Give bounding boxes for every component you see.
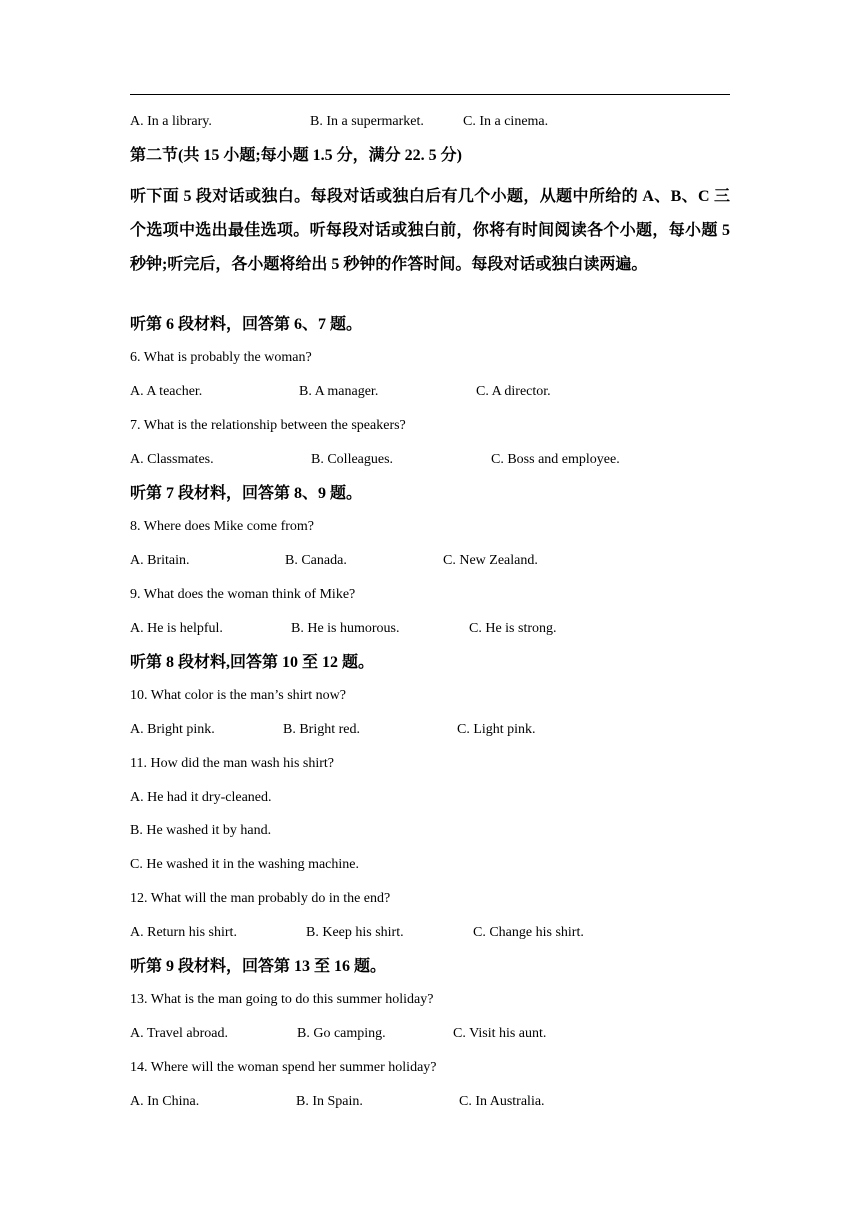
option-c: C. Change his shirt. bbox=[473, 925, 584, 940]
option-b: B. Bright red. bbox=[283, 722, 360, 737]
option-a: A. Britain. bbox=[130, 553, 190, 568]
question-14: 14. Where will the woman spend her summer holiday? bbox=[130, 1060, 437, 1075]
section-title: 第二节(共 15 小题;每小题 1.5 分，满分 22. 5 分) bbox=[130, 147, 462, 164]
option-c: C. In a cinema. bbox=[463, 114, 549, 129]
option-c: C. In Australia. bbox=[459, 1094, 545, 1109]
option-a: A. A teacher. bbox=[130, 384, 203, 399]
option-c: C. Light pink. bbox=[457, 722, 536, 737]
option-a: A. Travel abroad. bbox=[130, 1026, 228, 1041]
option-b: B. Go camping. bbox=[297, 1026, 386, 1041]
question-12: 12. What will the man probably do in the end? bbox=[130, 891, 391, 906]
option-b: B. In Spain. bbox=[296, 1094, 363, 1109]
question-9: 9. What does the woman think of Mike? bbox=[130, 587, 356, 602]
question-8: 8. Where does Mike come from? bbox=[130, 519, 315, 534]
option-b: B. Keep his shirt. bbox=[306, 925, 404, 940]
header-rule bbox=[130, 94, 730, 95]
question-13: 13. What is the man going to do this summer holiday? bbox=[130, 992, 434, 1007]
option-a: A. In a library. bbox=[130, 114, 212, 129]
option-c: C. New Zealand. bbox=[443, 553, 538, 568]
material-header-6: 听第 6 段材料，回答第 6、7 题。 bbox=[130, 316, 363, 333]
option-c: C. He washed it in the washing machine. bbox=[130, 857, 360, 872]
material-header-7: 听第 7 段材料，回答第 8、9 题。 bbox=[130, 485, 363, 502]
material-header-9: 听第 9 段材料，回答第 13 至 16 题。 bbox=[130, 958, 387, 975]
option-b: B. He washed it by hand. bbox=[130, 823, 272, 838]
option-b: B. He is humorous. bbox=[291, 621, 400, 636]
question-10: 10. What color is the man’s shirt now? bbox=[130, 688, 346, 703]
material-header-8: 听第 8 段材料,回答第 10 至 12 题。 bbox=[130, 654, 375, 671]
option-a: A. Classmates. bbox=[130, 452, 214, 467]
option-a: A. Bright pink. bbox=[130, 722, 215, 737]
option-c: C. Boss and employee. bbox=[491, 452, 620, 467]
option-a: A. He is helpful. bbox=[130, 621, 223, 636]
option-c: C. A director. bbox=[476, 384, 551, 399]
option-b: B. Colleagues. bbox=[311, 452, 394, 467]
instructions-paragraph: 听下面 5 段对话或独白。每段对话或独白后有几个小题，从题中所给的 A、B、C 三个选项中选出最佳选项。听每段对话或独白前，你将有时间阅读各个小题，每小题 5 秒钟;听完后，各小题将给出 5 秒钟的作答时间。每段对话或独白读两遍。 bbox=[130, 188, 730, 273]
option-c: C. Visit his aunt. bbox=[453, 1026, 547, 1041]
option-a: A. He had it dry-cleaned. bbox=[130, 790, 272, 805]
question-11: 11. How did the man wash his shirt? bbox=[130, 756, 335, 771]
question-6: 6. What is probably the woman? bbox=[130, 350, 312, 365]
question-7: 7. What is the relationship between the speakers? bbox=[130, 418, 406, 433]
option-b: B. In a supermarket. bbox=[310, 114, 424, 129]
option-b: B. A manager. bbox=[299, 384, 379, 399]
option-a: A. Return his shirt. bbox=[130, 925, 237, 940]
option-a: A. In China. bbox=[130, 1094, 200, 1109]
option-c: C. He is strong. bbox=[469, 621, 557, 636]
option-b: B. Canada. bbox=[285, 553, 347, 568]
